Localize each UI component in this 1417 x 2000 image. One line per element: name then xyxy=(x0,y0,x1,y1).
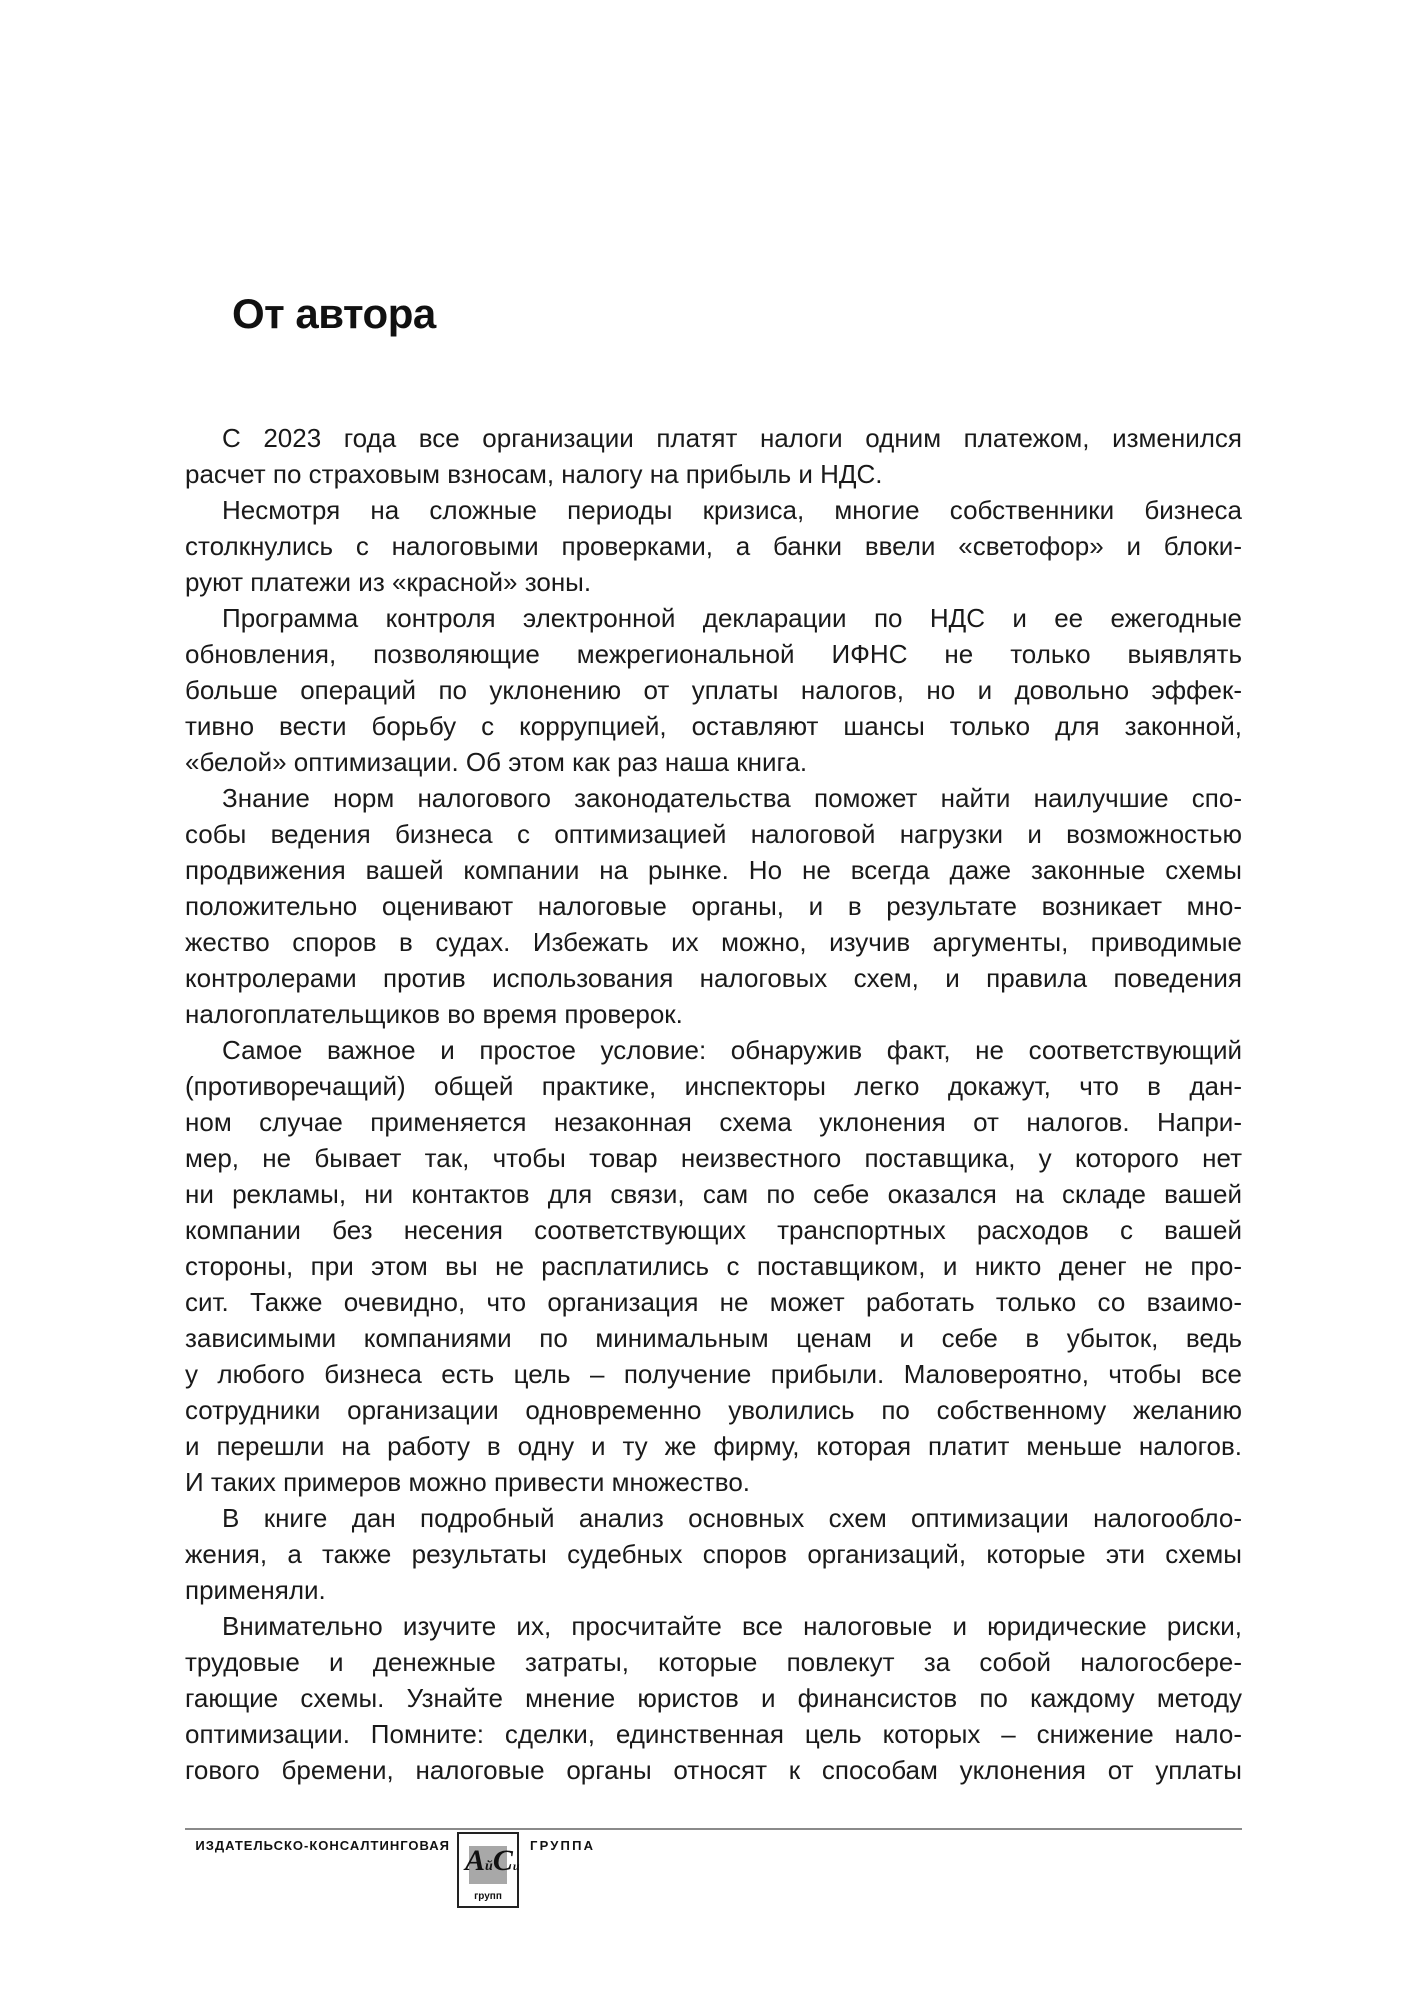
text-line: Внимательно изучите их, просчитайте все налоговые и юридические риски, xyxy=(222,1611,1242,1641)
text-line: продвижения вашей компании на рынке. Но не всегда даже законные схемы xyxy=(185,855,1242,885)
text-line: гающие схемы. Узнайте мнение юристов и финансистов по каждому методу xyxy=(185,1683,1242,1713)
text-line: зависимыми компаниями по минимальным ценам и себе в убыток, ведь xyxy=(185,1323,1242,1353)
text-line: стороны, при этом вы не расплатились с поставщиком, и никто денег не про- xyxy=(185,1251,1242,1281)
text-line: оптимизации. Помните: сделки, единственная цель которых – снижение нало- xyxy=(185,1719,1242,1749)
text-line: сотрудники организации одновременно уволились по собственному желанию xyxy=(185,1395,1242,1425)
publisher-name-right: ГРУППА xyxy=(530,1838,596,1853)
publisher-name-left: ИЗДАТЕЛЬСКО-КОНСАЛТИНГОВАЯ xyxy=(195,1838,450,1853)
text-line: И таких примеров можно привести множество. xyxy=(185,1467,751,1497)
text-line: обновления, позволяющие межрегиональной ИФНС не только выявлять xyxy=(185,639,1242,669)
text-line: тивно вести борьбу с коррупцией, оставляют шансы только для законной, xyxy=(185,711,1242,741)
text-line: Программа контроля электронной декларации по НДС и ее ежегодные xyxy=(222,603,1242,633)
text-line: и перешли на работу в одну и ту же фирму, которая платит меньше налогов. xyxy=(185,1431,1242,1461)
text-line: у любого бизнеса есть цель – получение прибыли. Маловероятно, чтобы все xyxy=(185,1359,1242,1389)
text-line: Самое важное и простое условие: обнаружив факт, не соответствующий xyxy=(222,1035,1242,1065)
text-line: трудовые и денежные затраты, которые повлекут за собой налогосбере- xyxy=(185,1647,1242,1677)
text-line: «белой» оптимизации. Об этом как раз наша книга. xyxy=(185,747,808,777)
logo-caption: групп xyxy=(474,1891,502,1902)
page-title: От автора xyxy=(232,290,436,337)
text-line: налогоплательщиков во время проверок. xyxy=(185,999,683,1029)
text-line: жество споров в судах. Избежать их можно, изучив аргументы, приводимые xyxy=(185,927,1242,957)
text-line: компании без несения соответствующих транспортных расходов с вашей xyxy=(185,1215,1242,1245)
text-line: гового бремени, налоговые органы относят к способам уклонения от уплаты xyxy=(185,1755,1242,1785)
text-line: В книге дан подробный анализ основных схем оптимизации налогообло- xyxy=(222,1503,1242,1533)
text-line: жения, а также результаты судебных споров организаций, которые эти схемы xyxy=(185,1539,1242,1569)
text-line: расчет по страховым взносам, налогу на прибыль и НДС. xyxy=(185,459,883,489)
text-line: столкнулись с налоговыми проверками, а банки ввели «светофор» и блоки- xyxy=(185,531,1242,561)
text-line: руют платежи из «красной» зоны. xyxy=(185,567,592,597)
body-text xyxy=(185,420,1242,1788)
text-line: ном случае применяется незаконная схема уклонения от налогов. Напри- xyxy=(185,1107,1242,1137)
text-line: применяли. xyxy=(185,1575,326,1605)
text-line: (противоречащий) общей практике, инспекторы легко докажут, что в дан- xyxy=(185,1071,1242,1101)
logo-mark: АйСи xyxy=(465,1844,520,1877)
text-line: контролерами против использования налоговых схем, и правила поведения xyxy=(185,963,1242,993)
publisher-logo xyxy=(457,1832,519,1908)
text-line: сит. Также очевидно, что организация не может работать только со взаимо- xyxy=(185,1287,1242,1317)
text-line: С 2023 года все организации платят налоги одним платежом, изменился xyxy=(222,423,1242,453)
text-line: собы ведения бизнеса с оптимизацией налоговой нагрузки и возможностью xyxy=(185,819,1242,849)
text-line: положительно оценивают налоговые органы, и в результате возникает мно- xyxy=(185,891,1242,921)
text-line: больше операций по уклонению от уплаты налогов, но и довольно эффек- xyxy=(185,675,1242,705)
text-line: Знание норм налогового законодательства поможет найти наилучшие спо- xyxy=(222,783,1242,813)
text-line: ни рекламы, ни контактов для связи, сам по себе оказался на складе вашей xyxy=(185,1179,1242,1209)
text-line: мер, не бывает так, чтобы товар неизвестного поставщика, у которого нет xyxy=(185,1143,1242,1173)
text-line: Несмотря на сложные периоды кризиса, многие собственники бизнеса xyxy=(222,495,1242,525)
footer-divider xyxy=(185,1828,1242,1830)
